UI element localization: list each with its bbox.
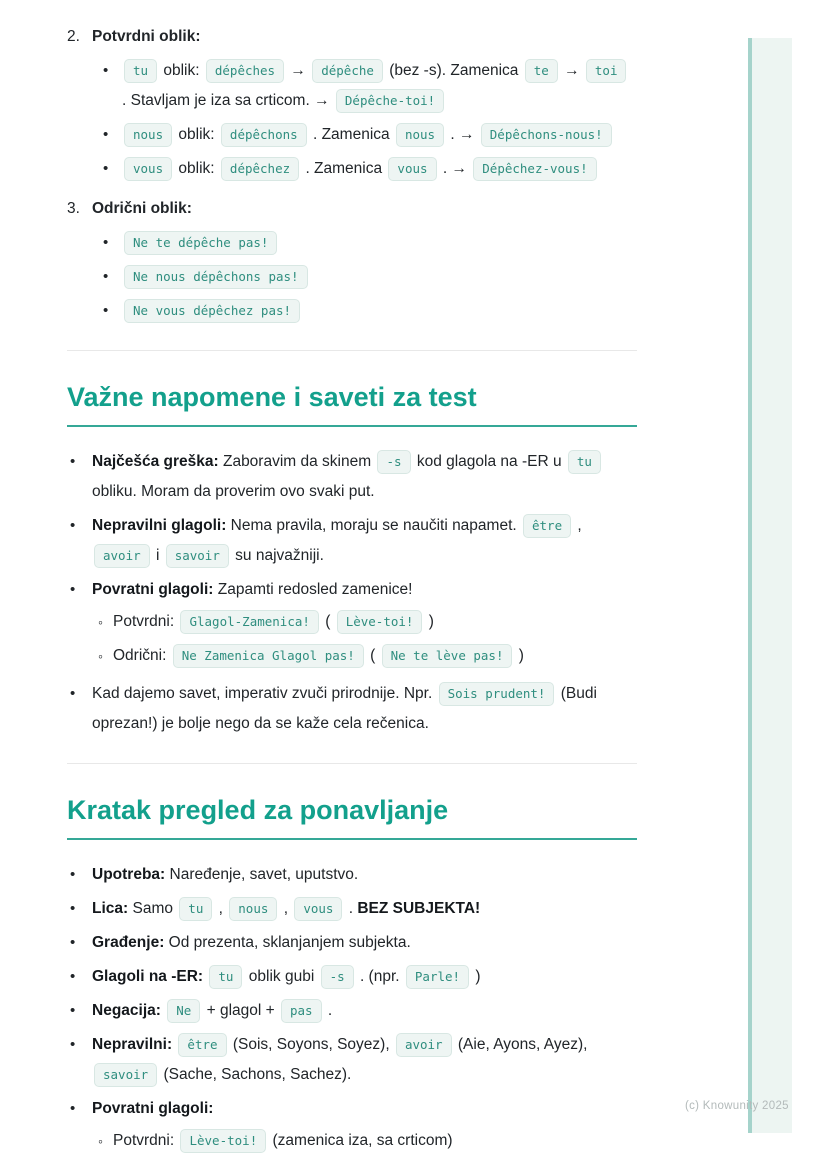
inline-code-badge: tu — [179, 897, 212, 921]
bullet-list — [67, 447, 637, 739]
bullet-marker: ◦ — [98, 1133, 103, 1149]
list-item — [70, 1030, 637, 1090]
inline-code-badge: avoir — [94, 544, 150, 568]
inline-code-badge: Lève-toi! — [180, 1129, 266, 1153]
bullet-marker: • — [70, 1036, 76, 1053]
list-item — [70, 996, 637, 1026]
bold-text: BEZ SUBJEKTA! — [357, 900, 481, 917]
inline-code-badge: dépêche — [312, 59, 383, 83]
list-item — [70, 1094, 637, 1160]
list-item-text: Povratni glagoli: Zapamti redosled zamenice! ◦ Potvrdni: Glagol-Zamenica! ( Lève-toi! ) ◦ Odrični: Ne Zamenica Glagol pas! ( Ne te lève pas! ) — [92, 575, 637, 675]
list-item — [70, 575, 637, 675]
inline-code-badge: Sois prudent! — [439, 682, 555, 706]
inline-code-badge: savoir — [166, 544, 229, 568]
bullet-marker: • — [103, 126, 109, 143]
list-item — [70, 894, 637, 924]
list-item-text: Nepravilni glagoli: Nema pravila, moraju se naučiti napamet. être , avoir i savoir su najvažniji. — [92, 511, 637, 571]
inline-code-badge: nous — [124, 123, 172, 147]
bold-text: Povratni glagoli: — [92, 1100, 214, 1117]
list-item — [103, 228, 637, 258]
inline-code-badge: toi — [586, 59, 627, 83]
inline-code-badge: Ne te lève pas! — [382, 644, 513, 668]
nested-bullet-list — [67, 228, 637, 326]
inline-code-badge: Dépêchons-nous! — [481, 123, 612, 147]
inline-code-badge: dépêches — [206, 59, 284, 83]
list-item-text: Potvrdni: Glagol-Zamenica! ( Lève-toi! ) — [113, 607, 637, 637]
inline-code-badge: être — [178, 1033, 226, 1057]
bullet-marker: • — [70, 934, 76, 951]
list-item-text: Negacija: Ne + glagol + pas . — [92, 996, 637, 1026]
bold-text: Nepravilni: — [92, 1036, 173, 1053]
list-item — [70, 447, 637, 507]
bullet-marker: • — [70, 685, 76, 702]
inline-code-badge: vous — [388, 157, 436, 181]
bullet-marker: • — [103, 160, 109, 177]
inline-code-badge: -s — [377, 450, 410, 474]
bullet-marker: • — [103, 302, 109, 319]
bullet-marker: ◦ — [98, 648, 103, 664]
bold-text: Nepravilni glagoli: — [92, 517, 227, 534]
bullet-marker: • — [103, 268, 109, 285]
inline-code-badge: dépêchez — [221, 157, 299, 181]
bullet-marker: • — [70, 453, 76, 470]
bullet-marker: • — [70, 581, 76, 598]
list-item-text: Lica: Samo tu , nous , vous . BEZ SUBJEKTA! — [92, 894, 637, 924]
list-item — [103, 262, 637, 292]
right-margin-strip — [752, 38, 792, 1133]
sub-list-item — [98, 607, 637, 637]
inline-code-badge: tu — [209, 965, 242, 989]
list-item-text: Upotreba: Naređenje, savet, uputstvo. — [92, 866, 359, 883]
inline-code-badge: Dépêchez-vous! — [473, 157, 596, 181]
numbered-item-header — [67, 198, 637, 220]
list-item-text: nous oblik: dépêchons . Zamenica nous . → Dépêchons-nous! — [122, 120, 637, 150]
inline-code-badge: dépêchons — [221, 123, 307, 147]
list-item-text: Odrični: Ne Zamenica Glagol pas! ( Ne te lève pas! ) — [113, 641, 637, 671]
section-heading: Važne napomene i saveti za test — [67, 381, 637, 427]
section-heading: Kratak pregled za ponavljanje — [67, 794, 637, 840]
right-margin-strip-line — [748, 38, 752, 1133]
list-item-text: Glagoli na -ER: tu oblik gubi -s . (npr. Parle! ) — [92, 962, 637, 992]
list-item-text — [122, 296, 637, 326]
inline-code-badge: vous — [124, 157, 172, 181]
document-content — [67, 26, 637, 1164]
inline-code-badge: tu — [124, 59, 157, 83]
bold-text: Glagoli na -ER: — [92, 968, 204, 985]
list-item — [103, 154, 637, 184]
inline-code-badge: vous — [294, 897, 342, 921]
section-divider — [67, 350, 637, 351]
list-item-text: Nepravilni: être (Sois, Soyons, Soyez), avoir (Aie, Ayons, Ayez), savoir (Sache, Sachons, Sachez). — [92, 1030, 637, 1090]
list-item-text — [122, 262, 637, 292]
bullet-marker: • — [70, 517, 76, 534]
list-item — [70, 511, 637, 571]
inline-code-badge: Lève-toi! — [337, 610, 423, 634]
list-item — [70, 928, 637, 958]
inline-code-badge: Dépêche-toi! — [336, 89, 444, 113]
bullet-marker: • — [103, 234, 109, 251]
bullet-marker: • — [70, 968, 76, 985]
numbered-item-header — [67, 26, 637, 48]
list-item-text: vous oblik: dépêchez . Zamenica vous . → Dépêchez-vous! — [122, 154, 637, 184]
bold-text: Lica: — [92, 900, 129, 917]
inline-code-badge: te — [525, 59, 558, 83]
inline-code-badge: nous — [396, 123, 444, 147]
list-item-text: Najčešća greška: Zaboravim da skinem -s kod glagola na -ER u tu obliku. Moram da proverim ovo svaki put. — [92, 447, 637, 507]
sub-list — [92, 1126, 637, 1156]
inline-code-badge: Glagol-Zamenica! — [180, 610, 318, 634]
inline-code-badge: avoir — [396, 1033, 452, 1057]
list-item — [103, 296, 637, 326]
bold-text: Najčešća greška: — [92, 453, 219, 470]
sub-list-item — [98, 1126, 637, 1156]
list-item — [70, 962, 637, 992]
bold-text: Građenje: — [92, 934, 165, 951]
inline-code-badge: Ne Zamenica Glagol pas! — [173, 644, 364, 668]
inline-code-badge: -s — [321, 965, 354, 989]
list-item — [70, 860, 637, 890]
inline-code-badge: être — [523, 514, 571, 538]
inline-code-badge: savoir — [94, 1063, 157, 1087]
list-item-text: tu oblik: dépêches → dépêche (bez -s). Zamenica te → toi . Stavljam je iza sa crticom. → Dépêche-toi! — [122, 56, 637, 116]
bold-text: Povratni glagoli: — [92, 581, 214, 598]
item-label: Odrični oblik: — [92, 200, 192, 217]
section-divider — [67, 763, 637, 764]
inline-code-badge: Ne vous dépêchez pas! — [124, 299, 300, 323]
bullet-marker: • — [70, 866, 76, 883]
item-number: 3. — [67, 200, 80, 217]
inline-code-badge: Ne te dépêche pas! — [124, 231, 277, 255]
list-item-text — [92, 1094, 637, 1160]
bullet-marker: ◦ — [98, 614, 103, 630]
list-item-text — [122, 228, 637, 258]
item-label: Potvrdni oblik: — [92, 28, 201, 45]
bold-text: Upotreba: — [92, 866, 166, 883]
bullet-marker: • — [70, 1100, 76, 1117]
bold-text: Negacija: — [92, 1002, 161, 1019]
sub-list — [92, 607, 637, 671]
nested-bullet-list — [67, 56, 637, 184]
list-item-text: Građenje: Od prezenta, sklanjanjem subjekta. — [92, 934, 411, 951]
inline-code-badge: Ne nous dépêchons pas! — [124, 265, 308, 289]
watermark: (c) Knowunity 2025 — [685, 1100, 789, 1112]
list-item — [103, 120, 637, 150]
inline-code-badge: pas — [281, 999, 322, 1023]
list-item-text: Potvrdni: Lève-toi! (zamenica iza, sa crticom) — [113, 1126, 637, 1156]
list-item — [103, 56, 637, 116]
list-item — [70, 679, 637, 739]
bullet-marker: • — [103, 62, 109, 79]
bullet-list — [67, 860, 637, 1160]
item-number: 2. — [67, 28, 80, 45]
list-item-text: Kad dajemo savet, imperativ zvuči prirodnije. Npr. Sois prudent! (Budi oprezan!) je bolje nego da se kaže cela rečenica. — [92, 679, 637, 739]
inline-code-badge: nous — [229, 897, 277, 921]
sub-list-item — [98, 641, 637, 671]
inline-code-badge: Parle! — [406, 965, 469, 989]
inline-code-badge: Ne — [167, 999, 200, 1023]
bullet-marker: • — [70, 1002, 76, 1019]
inline-code-badge: tu — [568, 450, 601, 474]
bullet-marker: • — [70, 900, 76, 917]
